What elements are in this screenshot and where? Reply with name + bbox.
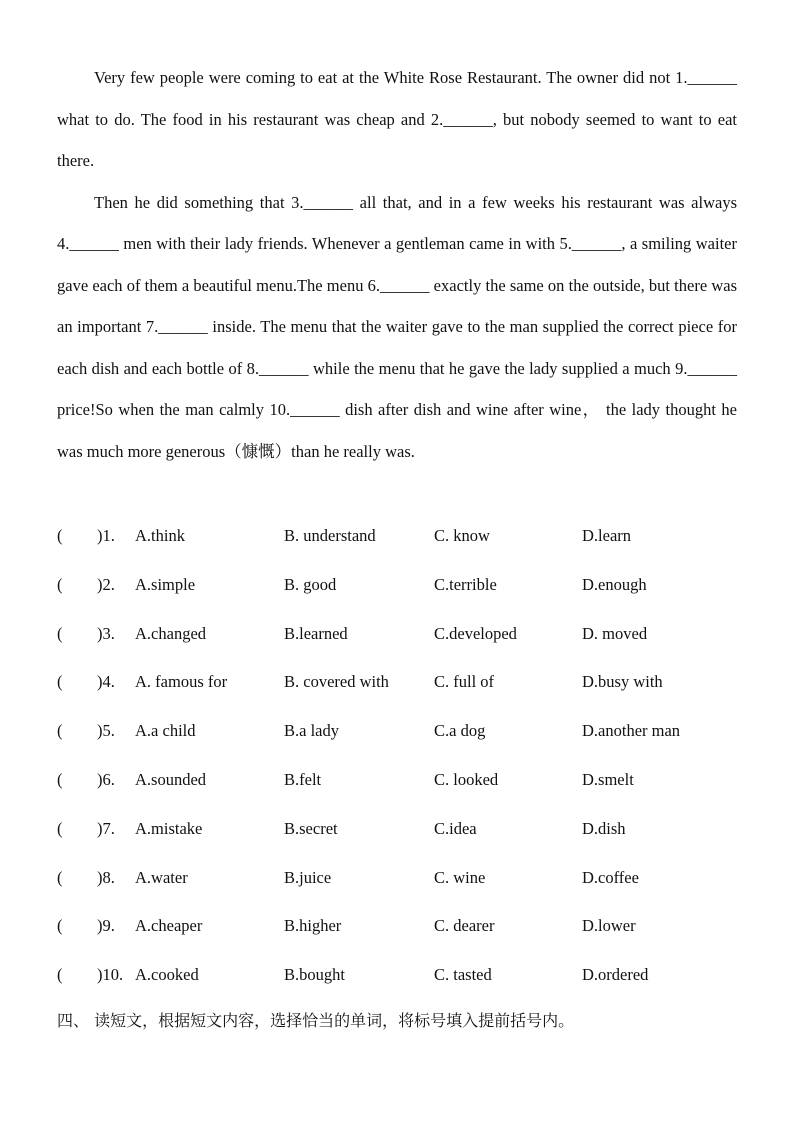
options-list [57, 516, 747, 1004]
option-a: A.mistake [135, 818, 203, 838]
option-a: A.a child [135, 721, 196, 741]
question-row-10 [57, 955, 747, 1004]
answer-paren[interactable]: ( [57, 916, 63, 936]
question-number: )9. [97, 916, 115, 936]
option-c: C. looked [434, 769, 499, 789]
option-d: D.lower [582, 916, 636, 936]
passage-paragraph-2: Then he did something that 3.______ all that, and in a few weeks his restaurant was always 4.______ men with their lady friends. Whenever a gentleman came in with 5.______, a smiling waiter gave each of them a beautiful menu.The menu 6.______ exactly the same on the outside, but there was an important 7.______ inside. The menu that the waiter gave to the man supplied the correct piece for each dish and each bottle of 8.______ while the menu that he gave the lady supplied a much 9.______ price!So when the man calmly 10.______ dish after dish and wine after wine， the lady thought he was much more generous（慷慨）than he really was. [57, 192, 737, 461]
question-row-5 [57, 711, 747, 760]
section-heading: 四、 读短文，根据短文内容，选择恰当的单词，将标号填入提前括号内。 [57, 1011, 575, 1030]
option-b: B.bought [284, 965, 345, 985]
option-d: D.another man [582, 721, 681, 741]
option-a: A.sounded [135, 769, 207, 789]
question-row-3 [57, 614, 747, 663]
option-d: D.enough [582, 574, 647, 594]
answer-paren[interactable]: ( [57, 867, 63, 887]
option-d: D.dish [582, 818, 626, 838]
passage [57, 57, 737, 472]
option-a: A.cooked [135, 965, 199, 985]
question-row-7 [57, 809, 747, 858]
answer-paren[interactable]: ( [57, 965, 63, 985]
passage-paragraph-1: Very few people were coming to eat at the White Rose Restaurant. The owner did not 1.______ what to do. The food in his restaurant was cheap and 2.______, but nobody seemed to want to eat there. [57, 68, 737, 170]
option-c: C. full of [434, 672, 495, 692]
option-c: C.idea [434, 818, 477, 838]
option-c: C. tasted [434, 965, 492, 985]
question-number: )6. [97, 769, 115, 789]
option-d: D.coffee [582, 867, 639, 887]
answer-paren[interactable]: ( [57, 623, 63, 643]
option-c: C. dearer [434, 916, 495, 936]
option-c: C. know [434, 526, 490, 545]
answer-paren[interactable]: ( [57, 769, 63, 789]
option-b: B.higher [284, 916, 342, 936]
question-row-2 [57, 565, 747, 614]
question-number: )10. [97, 965, 124, 985]
option-d: D.learn [582, 526, 632, 545]
option-b: B.a lady [284, 721, 339, 741]
question-number: )1. [97, 526, 115, 545]
option-a: A. famous for [135, 672, 228, 692]
option-b: B.learned [284, 623, 348, 643]
question-row-6 [57, 760, 747, 809]
option-c: C.a dog [434, 721, 486, 741]
option-b: B. good [284, 574, 337, 594]
question-row-1 [57, 516, 747, 565]
option-c: C.terrible [434, 574, 497, 594]
option-b: B.felt [284, 769, 322, 789]
question-number: )4. [97, 672, 115, 692]
question-row-8 [57, 858, 747, 907]
answer-paren[interactable]: ( [57, 672, 63, 692]
option-a: A.cheaper [135, 916, 203, 936]
option-c: C.developed [434, 623, 517, 643]
answer-paren[interactable]: ( [57, 526, 63, 545]
question-row-9 [57, 906, 747, 955]
question-number: )8. [97, 867, 115, 887]
option-b: B. covered with [284, 672, 389, 692]
option-d: D.busy with [582, 672, 663, 692]
option-a: A.water [135, 867, 188, 887]
question-number: )7. [97, 818, 115, 838]
option-b: B.juice [284, 867, 332, 887]
option-d: D. moved [582, 623, 648, 643]
question-number: )3. [97, 623, 115, 643]
option-d: D.smelt [582, 769, 634, 789]
option-a: A.simple [135, 574, 196, 594]
option-a: A.think [135, 526, 185, 545]
option-a: A.changed [135, 623, 207, 643]
question-number: )2. [97, 574, 115, 594]
option-d: D.ordered [582, 965, 649, 985]
option-b: B.secret [284, 818, 338, 838]
option-b: B. understand [284, 526, 376, 545]
question-row-4 [57, 662, 747, 711]
answer-paren[interactable]: ( [57, 574, 63, 594]
question-number: )5. [97, 721, 115, 741]
option-c: C. wine [434, 867, 486, 887]
answer-paren[interactable]: ( [57, 721, 63, 741]
answer-paren[interactable]: ( [57, 818, 63, 838]
